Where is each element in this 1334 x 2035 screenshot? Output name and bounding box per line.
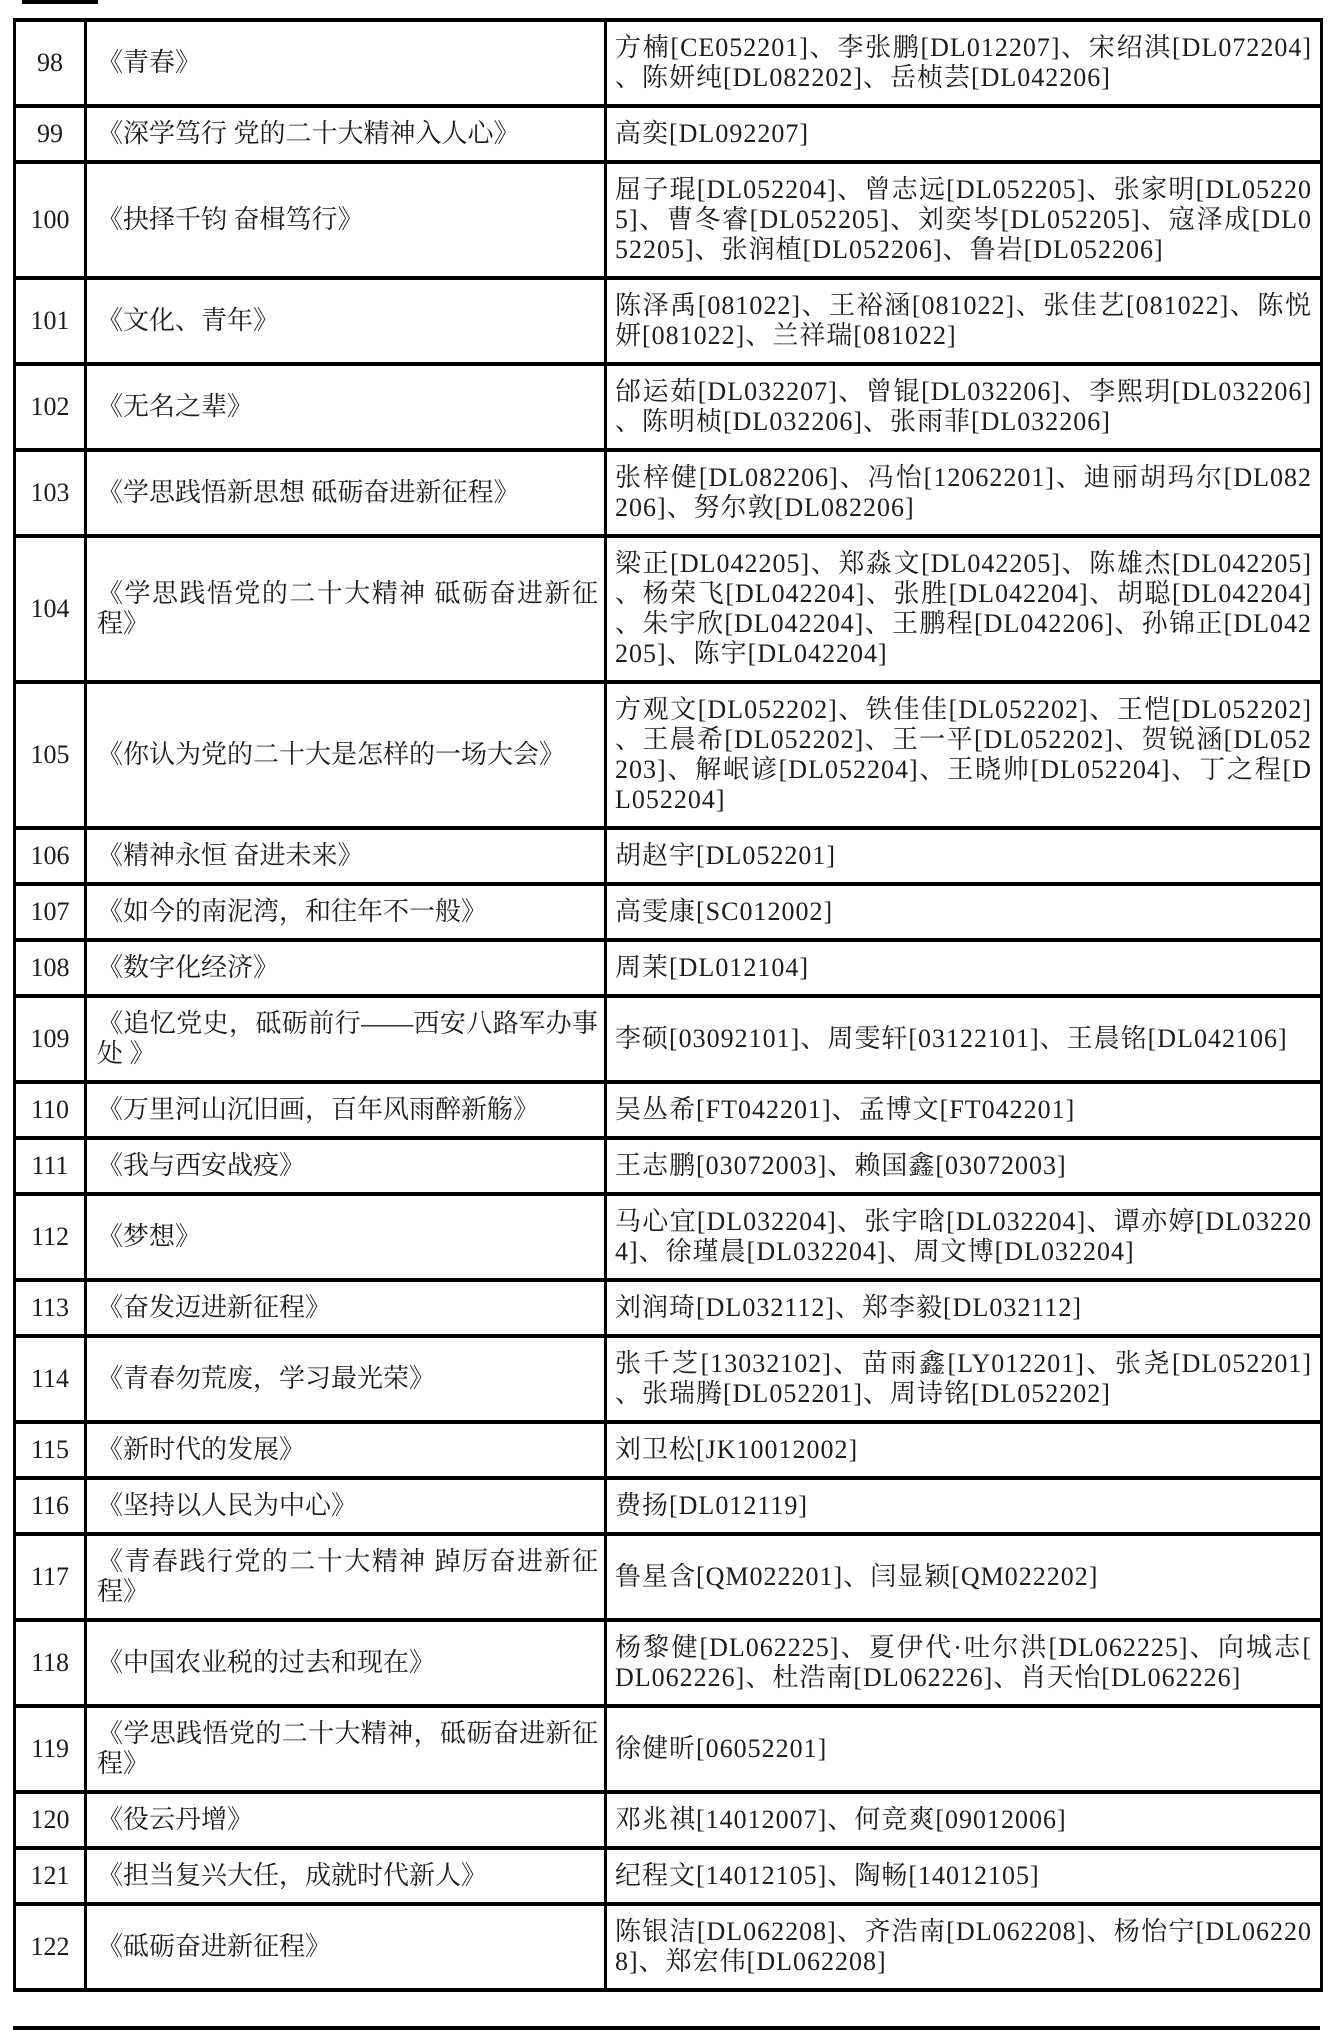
entry-authors: 邓兆祺[14012007]、何竞爽[09012006]: [606, 1792, 1322, 1848]
entry-title: 《学思践悟党的二十大精神 砥砺奋进新征程》: [86, 536, 606, 682]
table-row: [15, 682, 1322, 828]
entry-authors: 胡赵宇[DL052201]: [606, 828, 1322, 884]
entry-title: 《追忆党史，砥砺前行——西安八路军办事处 》: [86, 996, 606, 1082]
entry-title: 《中国农业税的过去和现在》: [86, 1620, 606, 1706]
entry-title: 《坚持以人民为中心》: [86, 1478, 606, 1534]
table-row: [15, 1082, 1322, 1138]
entry-number: 101: [15, 278, 86, 364]
entry-authors: 周茉[DL012104]: [606, 940, 1322, 996]
entry-number: 102: [15, 364, 86, 450]
entry-number: 117: [15, 1534, 86, 1620]
entry-number: 118: [15, 1620, 86, 1706]
table-row: [15, 536, 1322, 682]
entry-number: 109: [15, 996, 86, 1082]
entry-number: 107: [15, 884, 86, 940]
entry-number: 98: [15, 20, 86, 106]
entry-title: 《青春》: [86, 20, 606, 106]
table-row: [15, 1792, 1322, 1848]
table-row: [15, 1336, 1322, 1422]
table-row: [15, 1534, 1322, 1620]
entry-title: 《梦想》: [86, 1194, 606, 1280]
entry-authors: 刘润琦[DL032112]、郑李毅[DL032112]: [606, 1280, 1322, 1336]
entry-title: 《如今的南泥湾，和往年不一般》: [86, 884, 606, 940]
entry-number: 108: [15, 940, 86, 996]
entry-authors: 屈子琨[DL052204]、曾志远[DL052205]、张家明[DL052205]、曹冬睿[DL052205]、刘奕岑[DL052205]、寇泽成[DL052205]、张润植[DL052206]、鲁岩[DL052206]: [606, 162, 1322, 278]
entry-number: 121: [15, 1848, 86, 1904]
entry-authors: 马心宜[DL032204]、张宇晗[DL032204]、谭亦婷[DL032204]、徐瑾晨[DL032204]、周文博[DL032204]: [606, 1194, 1322, 1280]
entry-number: 106: [15, 828, 86, 884]
entry-number: 110: [15, 1082, 86, 1138]
entry-authors: 费扬[DL012119]: [606, 1478, 1322, 1534]
entry-authors: 吴丛希[FT042201]、孟博文[FT042201]: [606, 1082, 1322, 1138]
entry-number: 114: [15, 1336, 86, 1422]
table-row: [15, 162, 1322, 278]
entry-authors: 鲁星含[QM022201]、闫显颖[QM022202]: [606, 1534, 1322, 1620]
entry-number: 115: [15, 1422, 86, 1478]
table-row: [15, 940, 1322, 996]
table-row: [15, 828, 1322, 884]
entry-authors: 纪程文[14012105]、陶畅[14012105]: [606, 1848, 1322, 1904]
table-row: [15, 450, 1322, 536]
entry-number: 112: [15, 1194, 86, 1280]
table-row: [15, 1194, 1322, 1280]
entry-authors: 杨黎健[DL062225]、夏伊代·吐尔洪[DL062225]、向城志[DL062226]、杜浩南[DL062226]、肖天怡[DL062226]: [606, 1620, 1322, 1706]
entry-authors: 方楠[CE052201]、李张鹏[DL012207]、宋绍淇[DL072204]、陈妍纯[DL082202]、岳桢芸[DL042206]: [606, 20, 1322, 106]
table-row: [15, 1422, 1322, 1478]
table-row: [15, 996, 1322, 1082]
entry-title: 《数字化经济》: [86, 940, 606, 996]
entry-authors: 邰运茹[DL032207]、曾锟[DL032206]、李熙玥[DL032206]、陈明桢[DL032206]、张雨菲[DL032206]: [606, 364, 1322, 450]
table-row: [15, 1706, 1322, 1792]
entry-authors: 李硕[03092101]、周雯轩[03122101]、王晨铭[DL042106]: [606, 996, 1322, 1082]
table-row: [15, 1138, 1322, 1194]
previous-row-border-fragment: [22, 0, 98, 4]
table-row: [15, 278, 1322, 364]
table-row: [15, 884, 1322, 940]
entry-title: 《青春践行党的二十大精神 踔厉奋进新征程》: [86, 1534, 606, 1620]
works-table: [13, 18, 1323, 1992]
entry-number: 103: [15, 450, 86, 536]
entry-authors: 张千芝[13032102]、苗雨鑫[LY012201]、张尧[DL052201]、张瑞腾[DL052201]、周诗铭[DL052202]: [606, 1336, 1322, 1422]
entry-number: 99: [15, 106, 86, 162]
entry-number: 105: [15, 682, 86, 828]
table-row: [15, 1478, 1322, 1534]
entry-title: 《精神永恒 奋进未来》: [86, 828, 606, 884]
entry-authors: 梁正[DL042205]、郑淼文[DL042205]、陈雄杰[DL042205]、杨荣飞[DL042204]、张胜[DL042204]、胡聪[DL042204]、朱宇欣[DL042204]、王鹏程[DL042206]、孙锦正[DL042205]、陈宇[DL042204]: [606, 536, 1322, 682]
entry-title: 《新时代的发展》: [86, 1422, 606, 1478]
entry-number: 116: [15, 1478, 86, 1534]
entry-title: 《青春勿荒废，学习最光荣》: [86, 1336, 606, 1422]
entry-authors: 陈银洁[DL062208]、齐浩南[DL062208]、杨怡宁[DL062208]、郑宏伟[DL062208]: [606, 1904, 1322, 1990]
entry-authors: 徐健昕[06052201]: [606, 1706, 1322, 1792]
entry-number: 104: [15, 536, 86, 682]
entry-number: 122: [15, 1904, 86, 1990]
entry-number: 113: [15, 1280, 86, 1336]
table-row: [15, 1848, 1322, 1904]
entry-title: 《抉择千钧 奋楫笃行》: [86, 162, 606, 278]
entry-title: 《我与西安战疫》: [86, 1138, 606, 1194]
entry-authors: 高奕[DL092207]: [606, 106, 1322, 162]
entry-authors: 方观文[DL052202]、铁佳佳[DL052202]、王恺[DL052202]、王晨希[DL052202]、王一平[DL052202]、贺锐涵[DL052203]、解岷谚[DL052204]、王晓帅[DL052204]、丁之程[DL052204]: [606, 682, 1322, 828]
entry-authors: 刘卫松[JK10012002]: [606, 1422, 1322, 1478]
entry-number: 100: [15, 162, 86, 278]
entry-title: 《砥砺奋进新征程》: [86, 1904, 606, 1990]
table-row: [15, 1620, 1322, 1706]
entry-title: 《万里河山沉旧画，百年风雨醉新觞》: [86, 1082, 606, 1138]
table-row: [15, 106, 1322, 162]
entry-authors: 王志鹏[03072003]、赖国鑫[03072003]: [606, 1138, 1322, 1194]
entry-number: 111: [15, 1138, 86, 1194]
table-row: [15, 20, 1322, 106]
entry-title: 《役云丹增》: [86, 1792, 606, 1848]
entry-authors: 张梓健[DL082206]、冯怡[12062201]、迪丽胡玛尔[DL082206]、努尔敦[DL082206]: [606, 450, 1322, 536]
table-row: [15, 1904, 1322, 1990]
entry-number: 119: [15, 1706, 86, 1792]
entry-authors: 陈泽禹[081022]、王裕涵[081022]、张佳艺[081022]、陈悦妍[081022]、兰祥瑞[081022]: [606, 278, 1322, 364]
entry-title: 《深学笃行 党的二十大精神入人心》: [86, 106, 606, 162]
entry-title: 《奋发迈进新征程》: [86, 1280, 606, 1336]
entry-title: 《你认为党的二十大是怎样的一场大会》: [86, 682, 606, 828]
table-row: [15, 1280, 1322, 1336]
entry-title: 《学思践悟党的二十大精神，砥砺奋进新征程》: [86, 1706, 606, 1792]
next-row-border-fragment: [13, 2026, 1320, 2030]
entry-title: 《无名之辈》: [86, 364, 606, 450]
entry-number: 120: [15, 1792, 86, 1848]
entry-authors: 高雯康[SC012002]: [606, 884, 1322, 940]
entry-title: 《文化、青年》: [86, 278, 606, 364]
entry-title: 《学思践悟新思想 砥砺奋进新征程》: [86, 450, 606, 536]
table-row: [15, 364, 1322, 450]
entry-title: 《担当复兴大任，成就时代新人》: [86, 1848, 606, 1904]
